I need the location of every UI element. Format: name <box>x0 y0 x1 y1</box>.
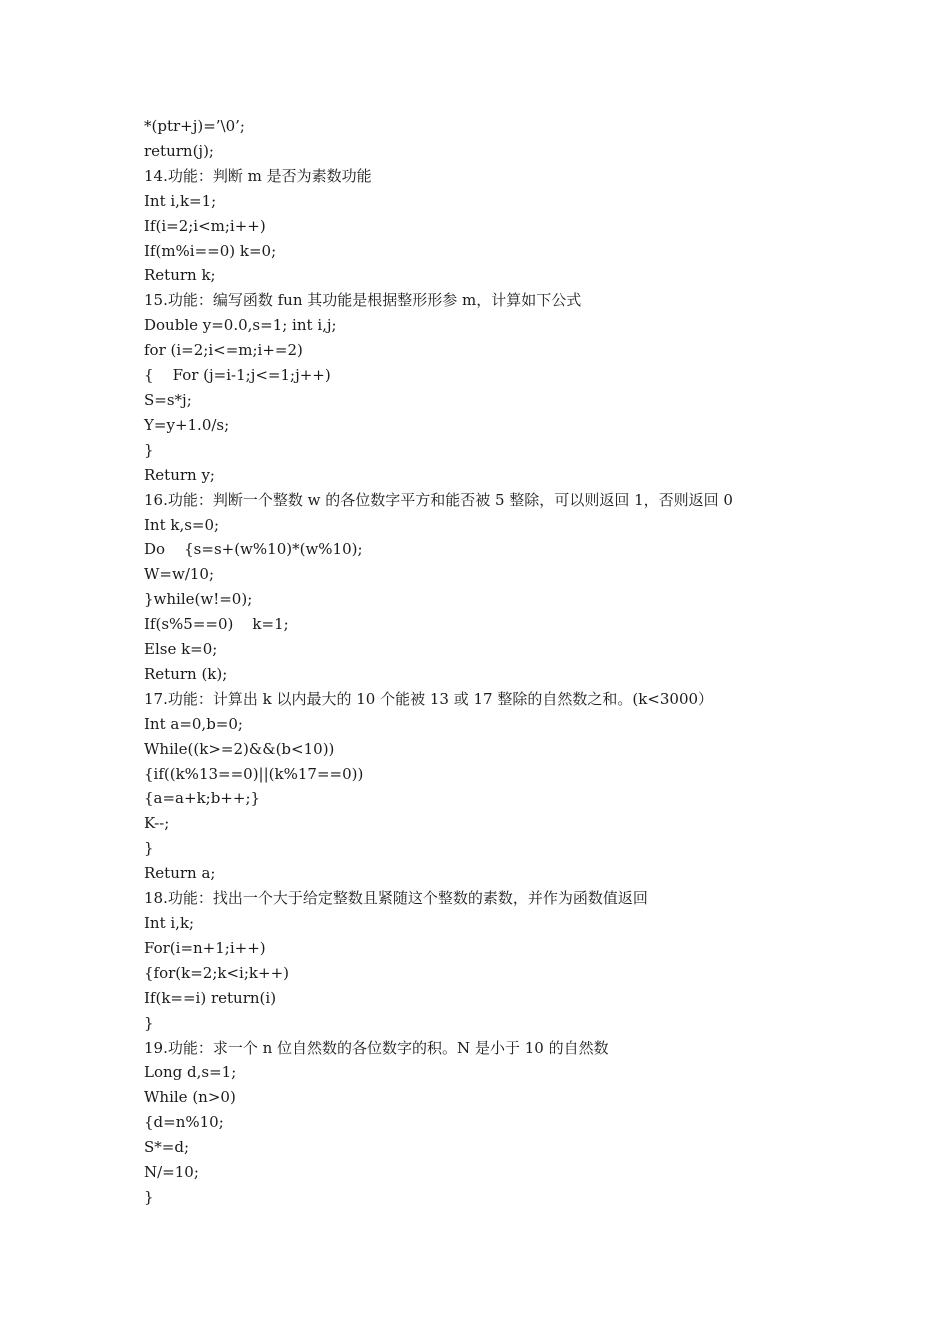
text-line: Int a=0,b=0; <box>144 714 243 733</box>
text-line: Return k; <box>144 266 216 285</box>
text-line: While (n>0) <box>144 1088 236 1107</box>
section-heading: 18.功能：找出一个大于给定整数且紧随这个整数的素数，并作为函数值返回 <box>144 889 648 908</box>
text-line: Long d,s=1; <box>144 1063 237 1082</box>
text-line: } <box>144 440 154 459</box>
text-line: Do {s=s+(w%10)*(w%10); <box>144 540 363 559</box>
text-line: Return a; <box>144 864 216 883</box>
text-line: *(ptr+j)=’\0’; <box>144 117 245 135</box>
text-line: {for(k=2;k<i;k++) <box>144 963 289 982</box>
section-heading: 15.功能：编写函数 fun 其功能是根据整形形参 m，计算如下公式 <box>144 291 582 310</box>
text-line: W=w/10; <box>144 565 215 584</box>
text-line: }while(w!=0); <box>144 590 253 609</box>
text-line: { For (j=i-1;j<=1;j++) <box>144 366 331 385</box>
text-line: {a=a+k;b++;} <box>144 789 261 808</box>
text-line: S*=d; <box>144 1138 189 1157</box>
text-line: For(i=n+1;i++) <box>144 938 266 957</box>
text-line: If(m%i==0) k=0; <box>144 241 277 260</box>
text-line: Return (k); <box>144 664 228 683</box>
section-heading: 14.功能：判断 m 是否为素数功能 <box>144 166 372 185</box>
text-line: N/=10; <box>144 1163 199 1182</box>
text-line: Else k=0; <box>144 640 218 659</box>
text-line: K--; <box>144 814 170 833</box>
text-line: If(k==i) return(i) <box>144 988 277 1007</box>
section-heading: 19.功能：求一个 n 位自然数的各位数字的积。N 是小于 10 的自然数 <box>144 1038 609 1057</box>
text-line: } <box>144 839 154 858</box>
text-line: } <box>144 1013 154 1032</box>
text-line: S=s*j; <box>144 390 192 409</box>
text-line: {if((k%13==0)||(k%17==0)) <box>144 764 364 783</box>
text-line: return(j); <box>144 141 214 160</box>
text-line: Int i,k; <box>144 914 195 932</box>
text-line: {d=n%10; <box>144 1113 224 1132</box>
text-line: Int i,k=1; <box>144 191 217 210</box>
text-line: for (i=2;i<=m;i+=2) <box>144 341 303 360</box>
text-line: Double y=0.0,s=1; int i,j; <box>144 316 337 335</box>
text-line: } <box>144 1187 154 1206</box>
text-line: Y=y+1.0/s; <box>144 415 230 434</box>
text-line: If(s%5==0) k=1; <box>144 615 289 634</box>
document-body <box>144 114 844 1210</box>
section-heading: 17.功能：计算出 k 以内最大的 10 个能被 13 或 17 整除的自然数之和。(k<3000） <box>144 689 714 708</box>
text-line: While((k>=2)&&(b<10)) <box>144 739 335 758</box>
text-line: Int k,s=0; <box>144 515 220 534</box>
text-line: Return y; <box>144 465 215 484</box>
text-line: If(i=2;i<m;i++) <box>144 216 266 235</box>
section-heading: 16.功能：判断一个整数 w 的各位数字平方和能否被 5 整除，可以则返回 1，否则返回 0 <box>144 490 733 509</box>
